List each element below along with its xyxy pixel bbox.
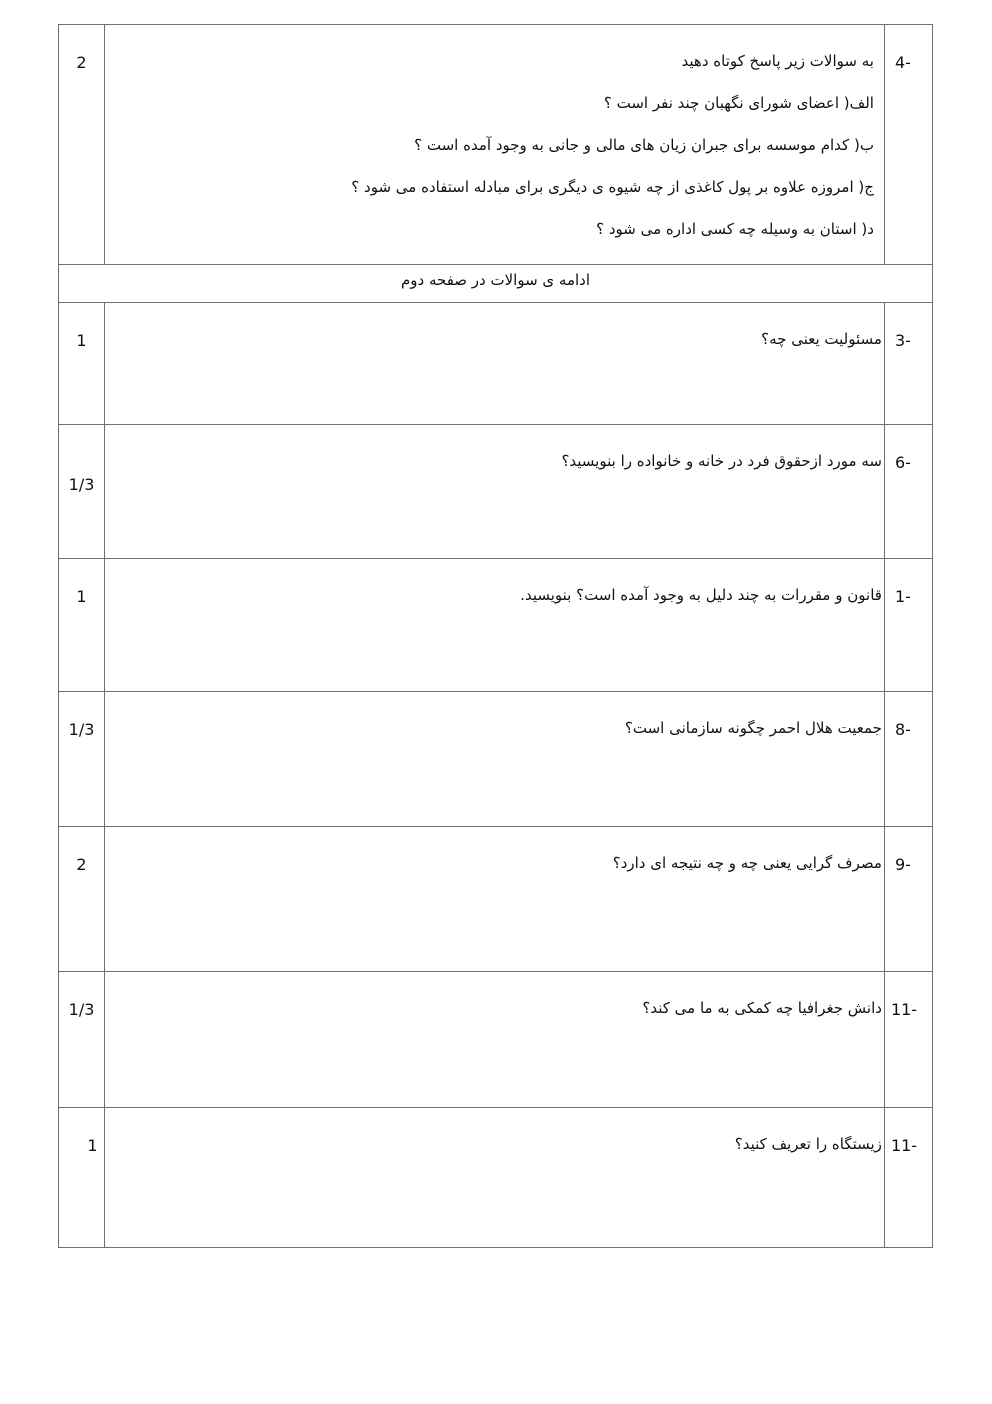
question-row <box>59 303 933 425</box>
question-number: 3- <box>884 303 932 425</box>
question-row <box>59 425 933 559</box>
question-number: 1- <box>884 559 932 692</box>
question-score: 2 <box>59 827 105 972</box>
section-notice-row <box>59 265 933 303</box>
question-score: 2 <box>59 25 105 265</box>
question-score: 1/3 <box>59 972 105 1108</box>
question-text: زیستگاه را تعریف کنید؟ <box>105 1108 885 1248</box>
question-row <box>59 1108 933 1248</box>
question-row <box>59 25 933 265</box>
question-row <box>59 972 933 1108</box>
question-text: دانش جغرافیا چه کمکی به ما می کند؟ <box>105 972 885 1108</box>
question-text: مصرف گرایی یعنی چه و چه نتیجه ای دارد؟ <box>105 827 885 972</box>
question-number: 6- <box>884 425 932 559</box>
sub-question-dal: د( استان به وسیله چه کسی اداره می شود ؟ <box>596 220 874 238</box>
question-number: 4- <box>884 25 932 265</box>
sub-question-jim: ج( امروزه علاوه بر پول کاغذی از چه شیوه ی دیگری برای مبادله استفاده می شود ؟ <box>351 178 874 196</box>
section-notice: ادامه ی سوالات در صفحه دوم <box>59 265 933 303</box>
question-number: 11- <box>884 972 932 1108</box>
question-text-block <box>105 25 885 265</box>
question-row <box>59 559 933 692</box>
question-score: 1/3 <box>59 692 105 827</box>
question-score: 1 <box>59 303 105 425</box>
exam-questions-table <box>58 24 933 1248</box>
question-row <box>59 692 933 827</box>
question-number: 8- <box>884 692 932 827</box>
question-score: 1 <box>59 1108 105 1248</box>
question-score: 1 <box>59 559 105 692</box>
question-score: 1/3 <box>59 425 105 559</box>
sub-question-alef: الف( اعضای شورای نگهبان چند نفر است ؟ <box>603 94 874 112</box>
question-text: سه مورد ازحقوق فرد در خانه و خانواده را بنویسید؟ <box>105 425 885 559</box>
question-number: 11- <box>884 1108 932 1248</box>
question-text: جمعیت هلال احمر چگونه سازمانی است؟ <box>105 692 885 827</box>
question-instruction: به سوالات زیر پاسخ کوتاه دهید <box>681 52 874 70</box>
question-number: 9- <box>884 827 932 972</box>
question-row <box>59 827 933 972</box>
question-text: قانون و مقررات به چند دلیل به وجود آمده است؟ بنویسید. <box>105 559 885 692</box>
question-text: مسئولیت یعنی چه؟ <box>105 303 885 425</box>
sub-question-be: ب( کدام موسسه برای جبران زیان های مالی و جانی به وجود آمده است ؟ <box>414 136 874 154</box>
